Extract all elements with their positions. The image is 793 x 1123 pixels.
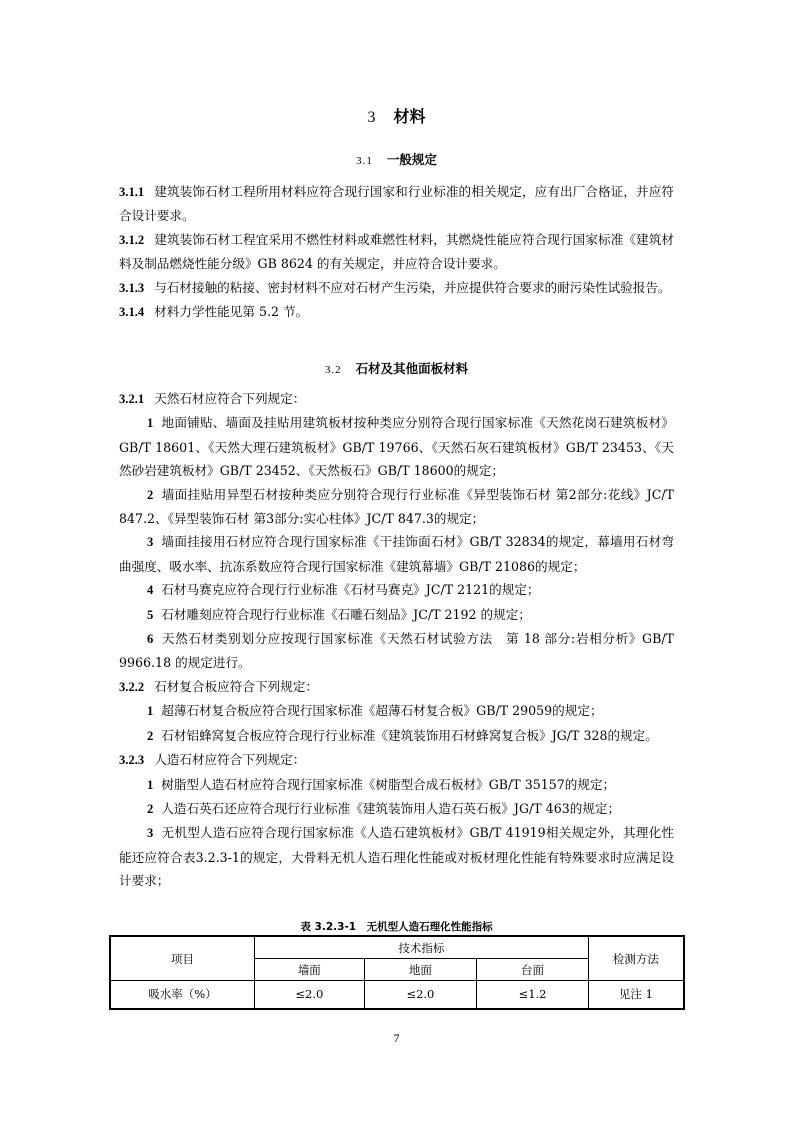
cell-floor: ≤2.0 [364, 981, 477, 1009]
item-number: 1 [147, 704, 154, 719]
clause-3-1-4 [119, 300, 674, 324]
item-number: 5 [147, 607, 154, 622]
item-text: 石材雕刻应符合现行行业标准《石雕石刻品》JC/T 2192 的规定； [161, 606, 531, 622]
item-number: 3 [147, 826, 154, 841]
chapter-number: 3 [367, 109, 376, 126]
list-item [119, 773, 674, 797]
clause-text: 材料力学性能见第 5.2 节。 [154, 304, 309, 320]
item-number: 3 [147, 535, 154, 550]
section-3-1-body [119, 180, 674, 324]
page-number: 7 [393, 1031, 400, 1045]
properties-table [109, 935, 685, 1010]
list-item [119, 699, 674, 723]
header-item: 项目 [110, 936, 255, 981]
section-title: 石材及其他面板材料 [355, 361, 469, 376]
header-counter: 台面 [477, 959, 589, 981]
item-text: 墙面挂接用石材应符合现行国家标准《干挂饰面石材》GB/T 32834的规定，幕墙用石材弯曲强度、吸水率、抗冻系数应符合现行国家标准《建筑幕墙》GB/T 21086的规定； [119, 534, 674, 574]
section-3-2-body [119, 387, 674, 893]
table-header-row [110, 936, 684, 959]
clause-number: 3.2.1 [119, 392, 145, 406]
item-text: 石材铝蜂窝复合板应符合现行行业标准《建筑装饰用石材蜂窝复合板》JG/T 328的规定。 [161, 727, 658, 743]
item-text: 天然石材类别划分应按现行国家标准《天然石材试验方法 第 18 部分:岩相分析》GB/T 9966.18 的规定进行。 [119, 631, 674, 671]
list-item [119, 530, 674, 578]
section-heading-3-2 [0, 359, 793, 377]
clause-text: 建筑装饰石材工程所用材料应符合现行国家和行业标准的相关规定，应有出厂合格证，并应符合设计要求。 [119, 184, 674, 224]
section-number: 3.1 [356, 155, 373, 167]
section-number: 3.2 [324, 364, 342, 376]
clause-text: 人造石材应符合下列规定： [154, 752, 306, 768]
item-number: 1 [147, 416, 154, 431]
table-caption: 表 3.2.3-1 无机型人造石理化性能指标 [300, 921, 493, 933]
header-method: 检测方法 [588, 936, 684, 981]
list-item [119, 483, 674, 531]
list-item [119, 578, 674, 602]
clause-text: 建筑装饰石材工程宜采用不燃性材料或难燃性材料，其燃烧性能应符合现行国家标准《建筑材料及制品燃烧性能分级》GB 8624 的有关规定，并应符合设计要求。 [119, 231, 674, 272]
table-row [110, 981, 684, 1009]
clause-text: 与石材接触的粘接、密封材料不应对石材产生污染，并应提供符合要求的耐污染性试验报告。 [154, 279, 671, 295]
cell-method: 见注 1 [588, 981, 684, 1009]
item-text: 地面铺贴、墙面及挂贴用建筑板材按种类应分别符合现行国家标准《天然花岗石建筑板材》GB/T 18601、《天然大理石建筑板材》GB/T 19766、《天然石灰石建筑板材》GB/T 23453、《天然砂岩建筑板材》GB/T 23452、《天然板石》GB/T 18600的规定； [119, 415, 674, 479]
chapter-heading [0, 104, 793, 127]
clause-3-2-3 [119, 748, 674, 772]
list-item [119, 797, 674, 821]
list-item [119, 724, 674, 748]
item-number: 2 [147, 801, 154, 816]
clause-3-2-2 [119, 675, 674, 699]
chapter-title: 材料 [393, 107, 426, 126]
cell-wall: ≤2.0 [255, 981, 365, 1009]
list-item [119, 411, 674, 482]
clause-text: 天然石材应符合下列规定： [154, 391, 306, 406]
item-text: 树脂型人造石材应符合现行国家标准《树脂型合成石板材》GB/T 35157的规定； [161, 776, 616, 792]
item-number: 4 [147, 583, 154, 598]
cell-counter: ≤1.2 [477, 981, 589, 1009]
item-text: 人造石英石还应符合现行行业标准《建筑装饰用人造石英石板》JG/T 463的规定； [161, 800, 621, 816]
clause-text: 石材复合板应符合下列规定： [154, 678, 318, 694]
clause-number: 3.2.2 [119, 679, 145, 694]
clause-number: 3.2.3 [119, 753, 145, 768]
header-floor: 地面 [364, 959, 477, 981]
item-text: 石材马赛克应符合现行行业标准《石材马赛克》JC/T 2121的规定； [161, 582, 540, 598]
item-text: 墙面挂贴用异型石材按种类应分别符合现行行业标准《异型装饰石材 第2部分:花线》JC/T 847.2、《异型装饰石材 第3部分:实心柱体》JC/T 847.3的规定； [119, 486, 674, 527]
item-text: 超薄石材复合板应符合现行国家标准《超薄石材复合板》GB/T 29059的规定； [161, 703, 603, 719]
section-title: 一般规定 [386, 152, 437, 167]
clause-number: 3.1.4 [119, 305, 145, 320]
clause-number: 3.1.3 [119, 280, 145, 295]
item-text: 无机型人造石应符合现行国家标准《人造石建筑板材》GB/T 41919相关规定外，其理化性能还应符合表3.2.3-1的规定，大骨料无机人造石理化性能或对板材理化性能有特殊要求时应满足设计要求； [119, 825, 674, 889]
header-wall: 墙面 [255, 959, 365, 981]
cell-item: 吸水率（%） [110, 981, 255, 1009]
item-number: 1 [147, 777, 154, 792]
clause-number: 3.1.2 [119, 232, 145, 247]
header-tech: 技术指标 [255, 936, 589, 959]
list-item [119, 627, 674, 675]
clause-number: 3.1.1 [119, 185, 145, 199]
clause-3-1-1 [119, 180, 674, 228]
list-item [119, 603, 674, 627]
section-heading-3-1 [0, 150, 793, 168]
list-item [119, 821, 674, 892]
clause-3-1-3 [119, 276, 674, 300]
item-number: 6 [147, 632, 154, 647]
clause-3-1-2 [119, 228, 674, 276]
item-number: 2 [147, 728, 154, 743]
item-number: 2 [147, 487, 154, 502]
clause-3-2-1 [119, 387, 674, 411]
